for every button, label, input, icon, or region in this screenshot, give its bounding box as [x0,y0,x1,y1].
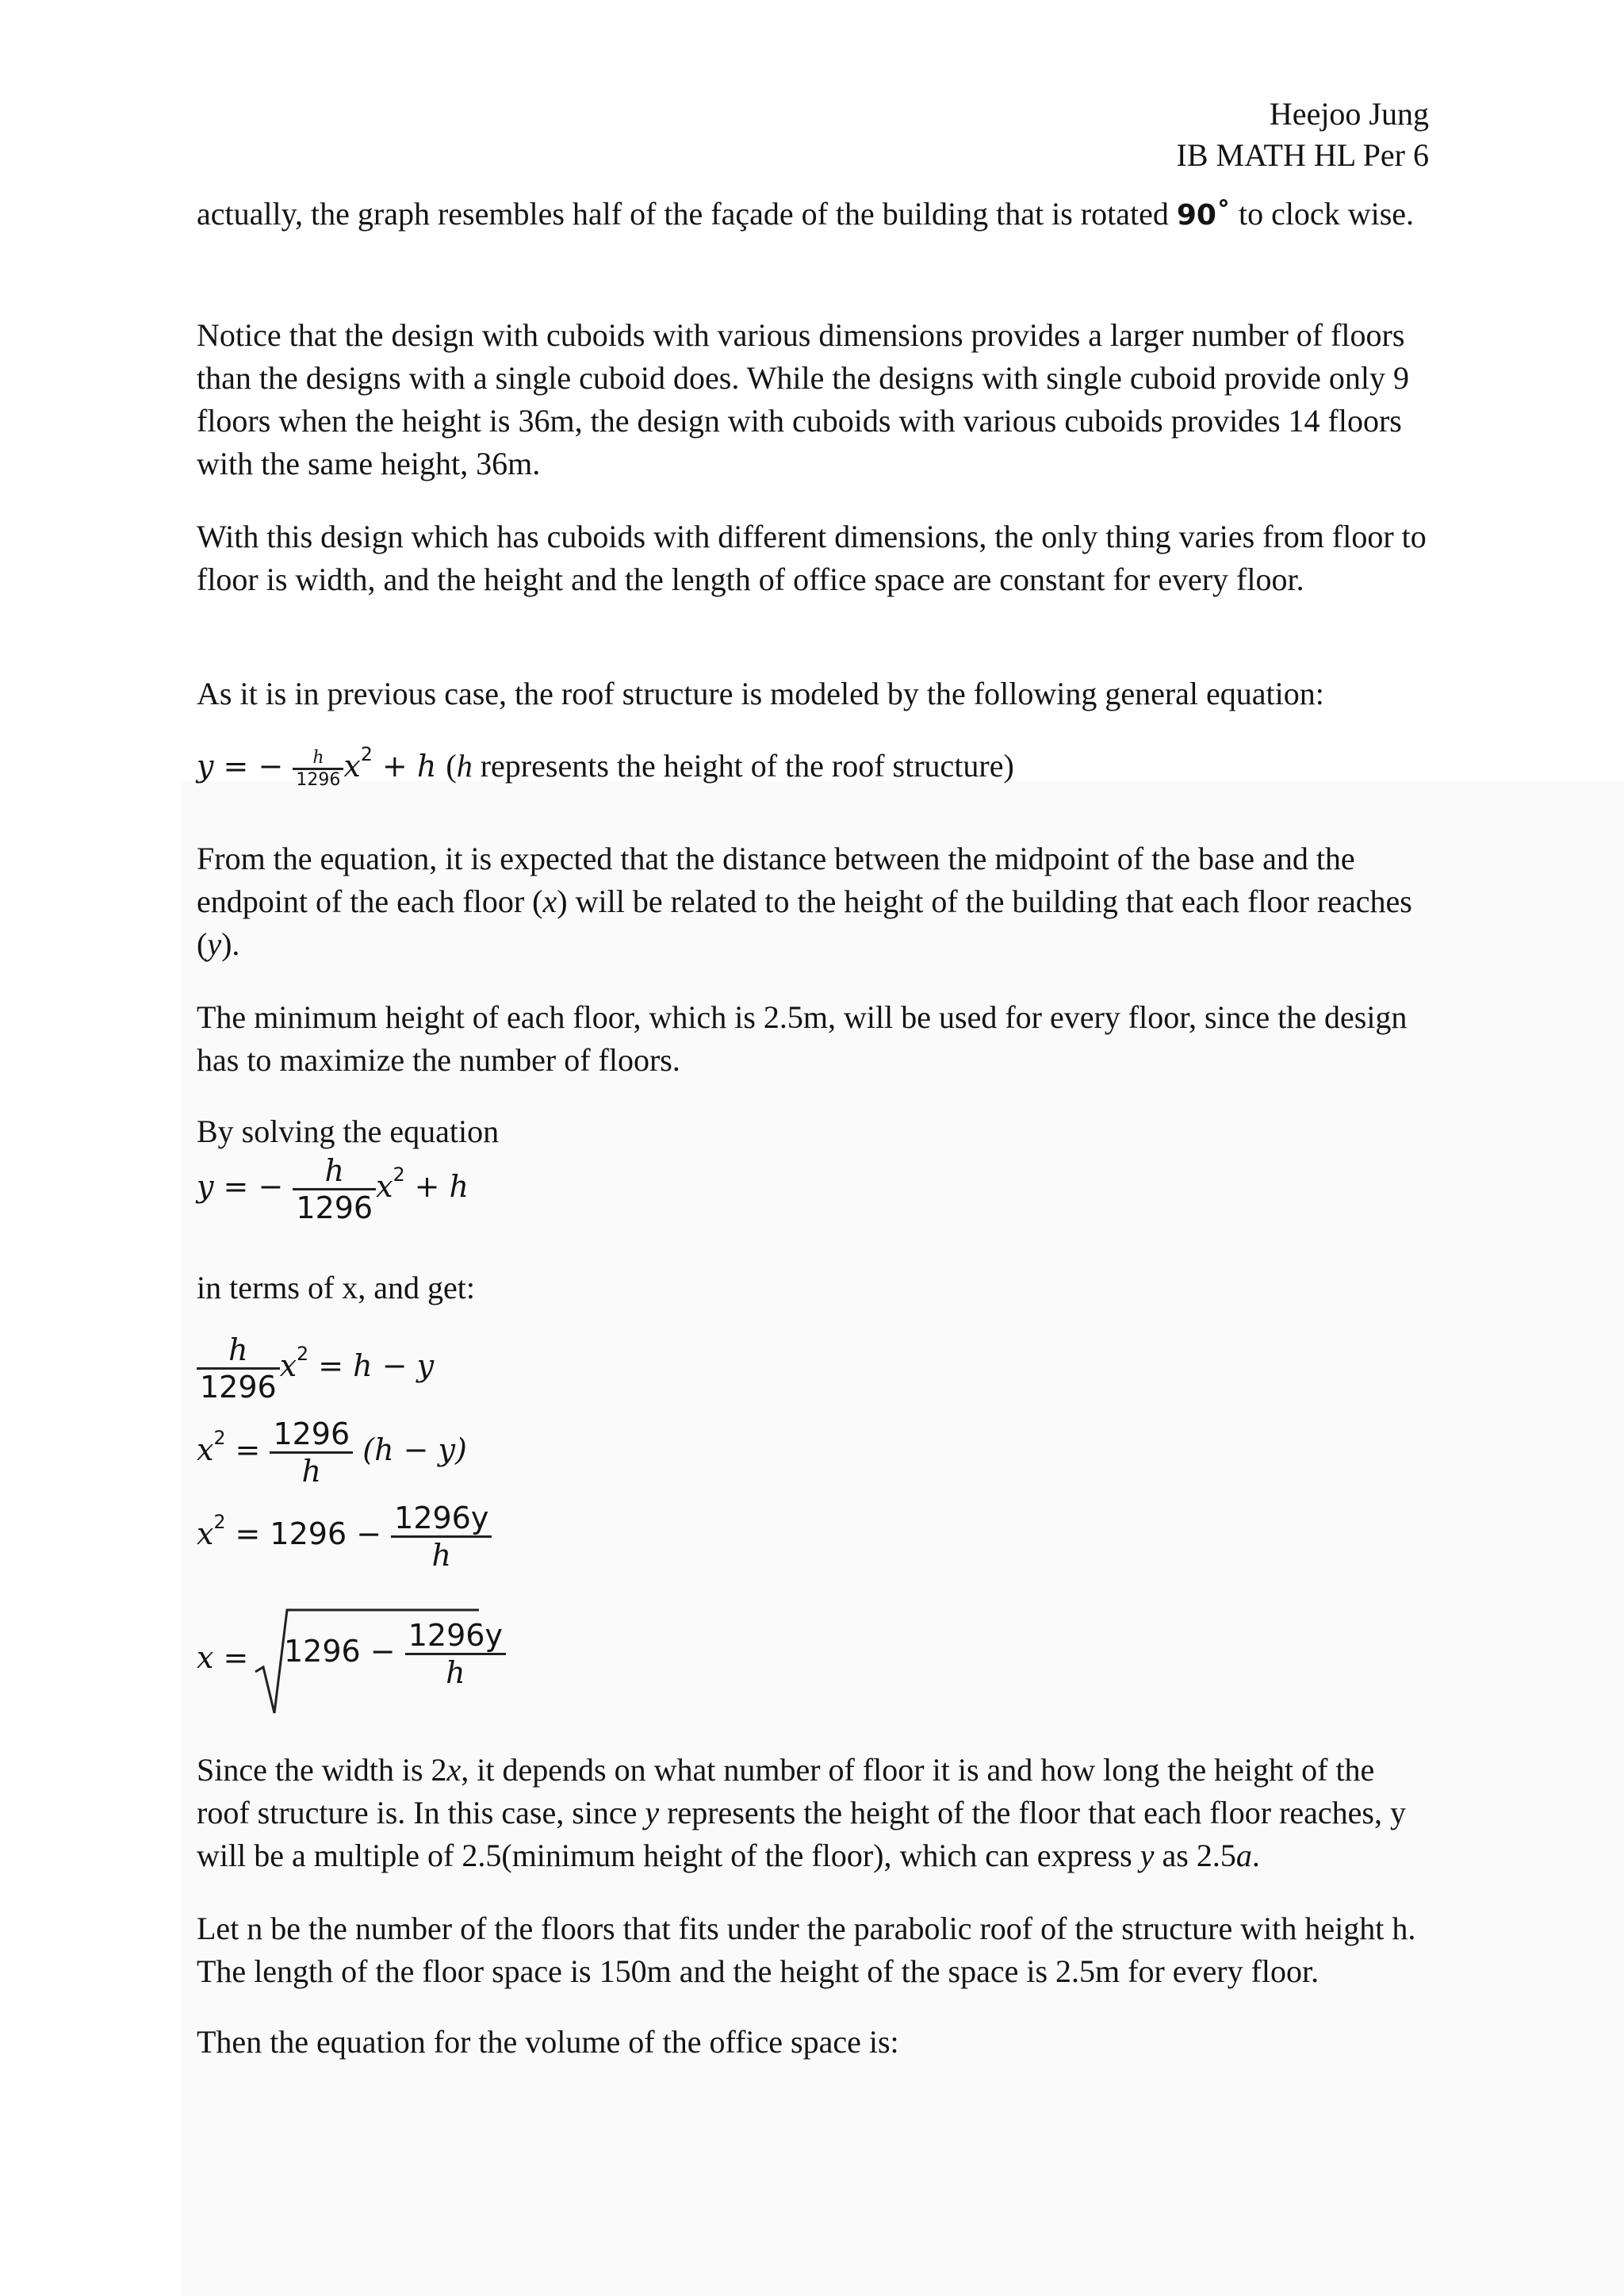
display-equation-roof [197,1153,469,1225]
paragraph-text: ) will be related to the height of the building that each floor reaches ( [197,884,1412,962]
paragraph-in-terms: in terms of x, and get: [197,1270,476,1305]
equation-lhs: y = − [197,749,284,784]
equation-term: + h [372,749,437,784]
note-text: ( [446,748,457,784]
author-name: Heejoo Jung [1269,96,1429,132]
fraction-denominator: 1296 [293,1188,376,1225]
equation-term: (h − y) [362,1432,467,1467]
paragraph-distance-relation [197,838,1434,966]
radicand [284,1618,506,1690]
roof-equation [197,743,446,791]
variable-x: x [542,884,557,919]
exponent: 2 [360,743,373,765]
paragraph-solving: By solving the equation [197,1114,500,1149]
fraction-numerator: 1296y [408,1618,503,1653]
fraction [405,1618,506,1690]
equation-rhs: = h − y [308,1348,435,1383]
paragraph-roof-model: As it is in previous case, the roof structure is modeled by the following general equation: [197,676,1324,711]
equals-sign: = [225,1432,261,1467]
exponent: 2 [297,1342,309,1365]
variable-y: y [645,1795,660,1830]
paragraph-text: From the equation, it is expected that the distance between the midpoint of the base and the endpoint of the each floor ( [197,841,1355,919]
note-variable: h [456,748,473,784]
course-name: IB MATH HL Per 6 [1176,137,1429,173]
paragraph-text: . [1251,1838,1260,1873]
paragraph-volume-intro: Then the equation for the volume of the office space is: [197,2024,899,2060]
fraction-numerator: h [312,748,324,769]
paragraph-width-dependency [197,1749,1434,1877]
derivation-step-4 [197,1604,503,1723]
equation-term: + h [404,1169,469,1204]
paragraph-text: actually, the graph resembles half of the façade of the building that is rotated [197,196,1177,232]
exponent: 2 [393,1163,405,1186]
paragraph-text: to clock wise. [1230,196,1415,232]
note-text: represents the height of the roof structure) [472,748,1014,784]
equation-lhs: y = − [197,1169,284,1204]
paragraph-minimum-height: The minimum height of each floor, which is 2.5m, will be used for every floor, since the design has to maximize the number of floors. [197,999,1408,1078]
variable-x: x [343,749,361,784]
variable-x: x [376,1169,393,1204]
derivation-step-3 [197,1501,492,1573]
paragraph-text: represents the height of the floor that each floor reaches, y will be a multiple of 2.5(minimum height of the floor), which can express [197,1795,1406,1873]
paragraph-text: ). [221,926,240,962]
fraction [197,1332,280,1405]
roof-equation-line [197,743,1014,790]
fraction [391,1501,492,1573]
derivation-step-1 [197,1332,434,1405]
fraction-denominator: 1296 [197,1367,280,1405]
equation-term: = 1296 − [225,1516,382,1551]
fraction [270,1416,353,1489]
paragraph-text: , it depends on what number of floor it is and how long the height of the roof structure is. In this case, since [197,1752,1375,1830]
paragraph-floor-comparison: Notice that the design with cuboids with various dimensions provides a larger number of floors than the designs with a single cuboid does. While the designs with single cuboid provide only 9 floors when the height is 36m, the design with cuboids with various cuboids provides 14 floors with the same height, 36m. [197,317,1410,481]
derivation-step-2 [197,1416,467,1489]
paragraph-text: as 2.5 [1154,1838,1236,1873]
fraction-numerator: h [228,1332,248,1367]
fraction-denominator: h [270,1451,353,1489]
fraction [293,748,343,790]
page-header [1177,94,1430,176]
fraction-denominator: 1296 [293,768,343,790]
variable-x: x [197,1432,214,1467]
variable-y: y [1139,1838,1155,1873]
fraction-numerator: h [324,1153,344,1188]
equation-lhs: x = [197,1640,249,1675]
fraction-denominator: h [391,1535,492,1573]
fraction-numerator: 1296y [394,1501,489,1535]
fraction-denominator: h [405,1653,506,1690]
variable-x: x [446,1752,462,1788]
paragraph-floor-count: Let n be the number of the floors that fits under the parabolic roof of the structure with height h. The length of the floor space is 150m and the height of the space is 2.5m for every floor. [197,1911,1416,1989]
paragraph-design-variation: With this design which has cuboids with different dimensions, the only thing varies from floor to floor is width, and the height and the length of office space are constant for every floor. [197,519,1427,597]
variable-y: y [207,926,222,962]
exponent: 2 [213,1510,226,1533]
variable-a: a [1235,1838,1252,1873]
exponent: 2 [213,1426,226,1449]
paragraph-graph-resemblance [197,193,1434,237]
variable-x: x [279,1348,297,1383]
variable-x: x [197,1516,214,1551]
fraction-numerator: 1296 [273,1416,350,1451]
equation-term: 1296 − [284,1634,396,1669]
fraction [293,1153,376,1225]
degree-value: 90˚ [1176,199,1231,232]
paragraph-text: Since the width is 2 [197,1752,447,1788]
